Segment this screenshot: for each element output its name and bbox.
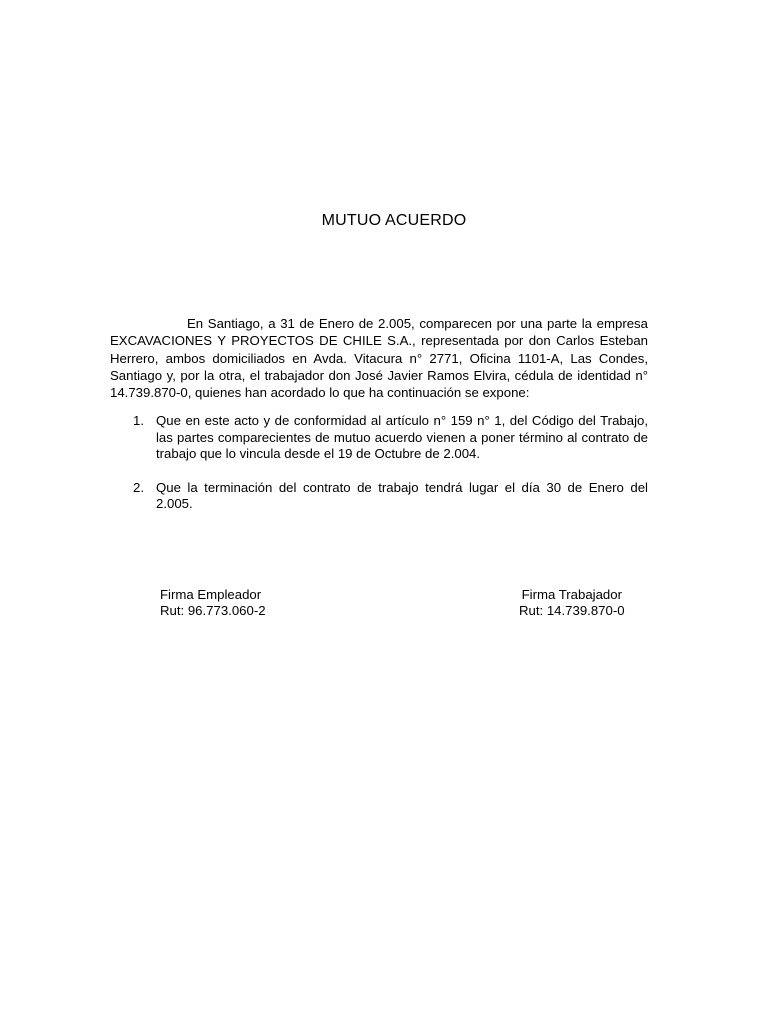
clause-number: 2.	[133, 479, 144, 495]
worker-signature-label: Firma Trabajador	[521, 587, 622, 602]
document-title: MUTUO ACUERDO	[321, 212, 467, 229]
clause-item	[110, 413, 648, 463]
worker-signature-block	[519, 587, 625, 619]
clause-list	[110, 413, 648, 530]
clause-text: Que la terminación del contrato de trabajo tendrá lugar el día 30 de Enero del 2.005.	[156, 479, 648, 511]
intro-paragraph: En Santiago, a 31 de Enero de 2.005, comparecen por una parte la empresa EXCAVACIONES Y PROYECTOS DE CHILE S.A., representada por don Carlos Esteban Herrero, ambos domiciliados en Avda. Vitacura n° 2771, Oficina 1101-A, Las Condes, Santiago y, por la otra, el trabajador don José Javier Ramos Elvira, cédula de identidad n° 14.739.870-0, quienes han acordado lo que ha continuación se expone:	[110, 316, 648, 401]
worker-rut: Rut: 14.739.870-0	[519, 603, 625, 618]
employer-signature-label: Firma Empleador	[160, 587, 262, 602]
employer-rut: Rut: 96.773.060-2	[160, 603, 266, 618]
employer-signature-block	[160, 587, 266, 619]
clause-item	[110, 480, 648, 513]
clause-text: Que en este acto y de conformidad al artículo n° 159 n° 1, del Código del Trabajo, las partes comparecientes de mutuo acuerdo vienen a poner término al contrato de trabajo que lo vincula desde el 19 de Octubre de 2.004.	[156, 413, 648, 461]
clause-number: 1.	[133, 413, 144, 428]
